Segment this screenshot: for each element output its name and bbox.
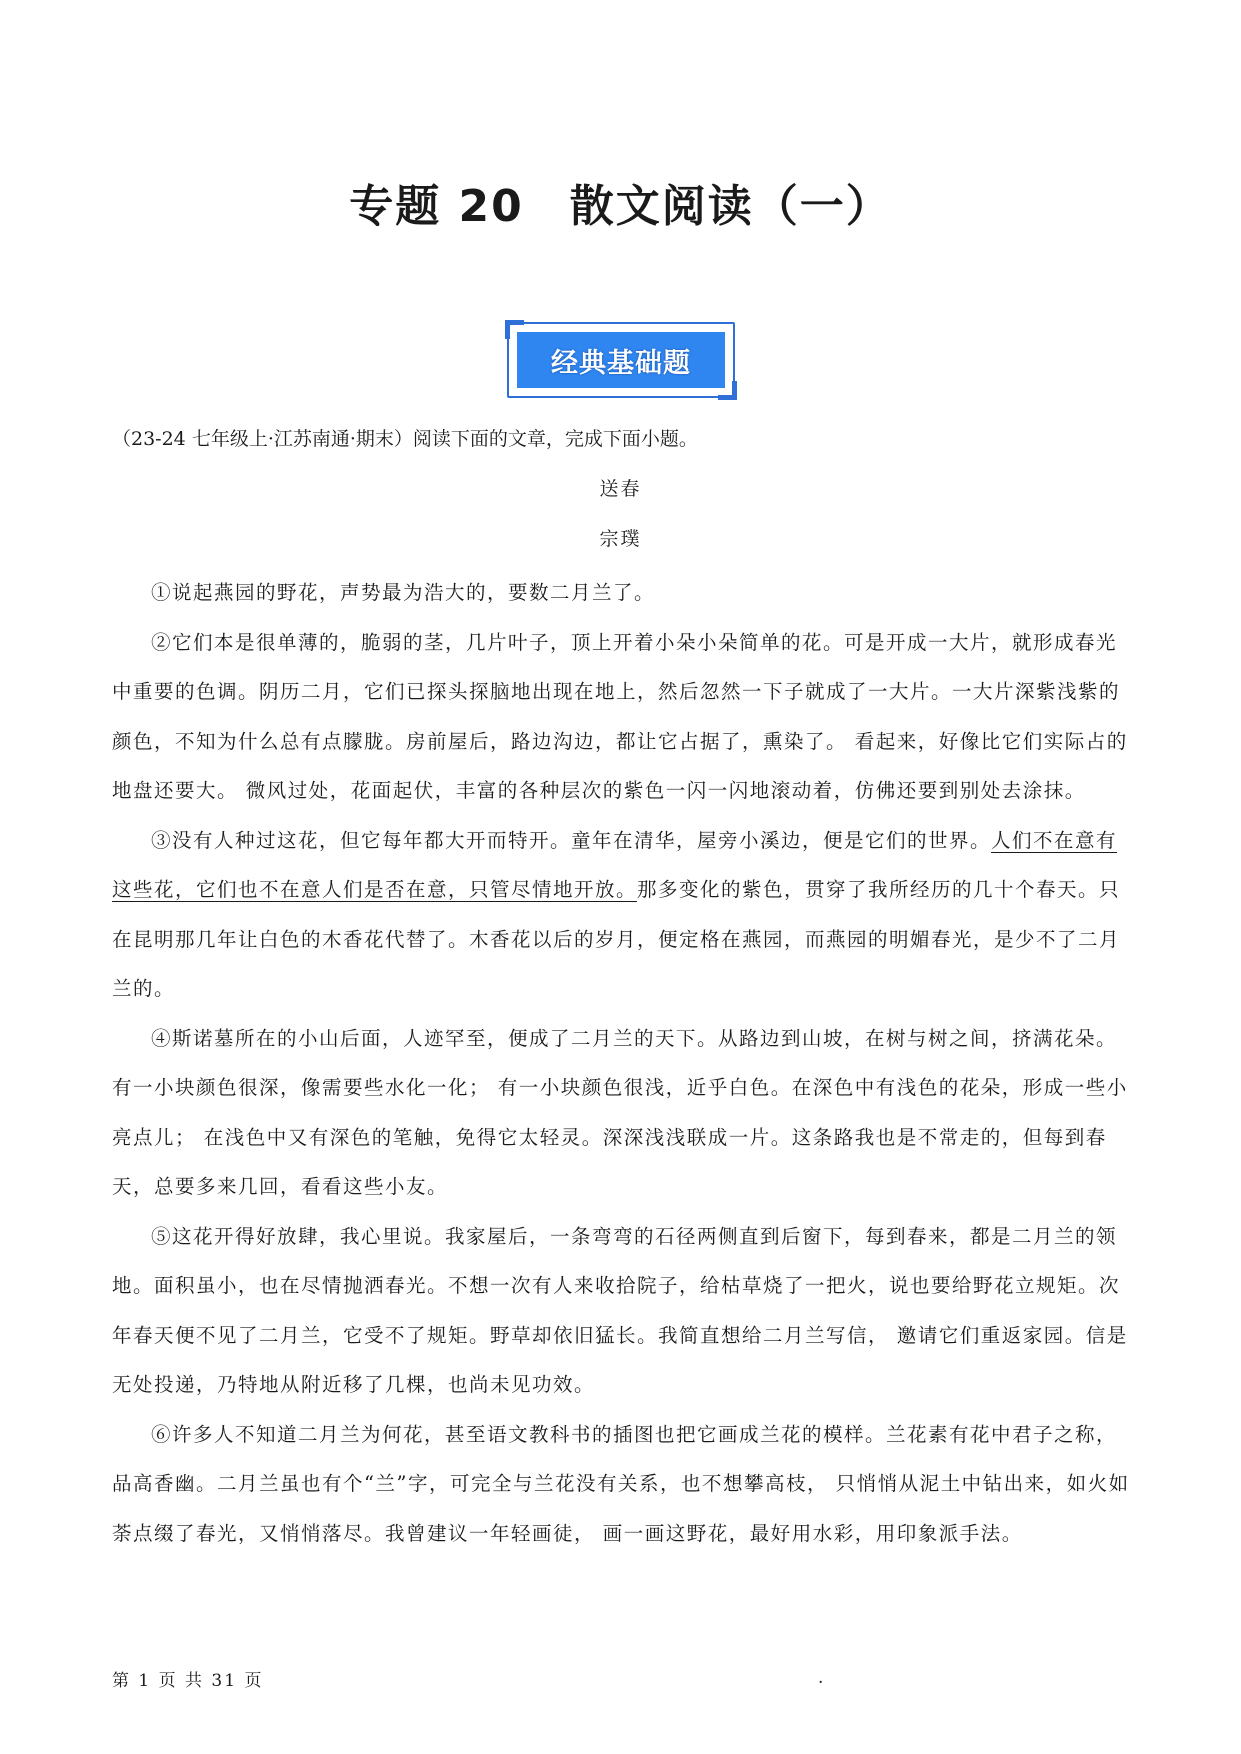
paragraph-2: ②它们本是很单薄的，脆弱的茎，几片叶子，顶上开着小朵小朵简单的花。可是开成一大片，就形成春光中重要的色调。阴历二月，它们已探头探脑地出现在地上，然后忽然一下子就成了一大片。一大片深紫浅紫的颜色，不知为什么总有点朦胧。房前屋后，路边沟边，都让它占据了，熏染了。 看起来，好像比它们实际占的地盘还要大。 微风过处，花面起伏，丰富的各种层次的紫色一闪一闪地滚动着，仿佛还要到别处去涂抹。	[112, 630, 1128, 802]
footer-dot: .	[818, 1668, 824, 1688]
paragraph-3-text: 那多变化的紫色，贯穿了我所经历的几十个春天。只在昆明那几年让白色的木香花代替了。木香花以后的岁月，便定格在燕园，而燕园的明媚春光，是少不了二月兰的。	[112, 878, 1121, 1000]
paragraph-5: ⑤这花开得好放肆，我心里说。我家屋后，一条弯弯的石径两侧直到后窗下，每到春来，都是二月兰的领地。面积虽小，也在尽情抛洒春光。不想一次有人来收拾院子，给枯草烧了一把火，说也要给野花立规矩。次年春天便不见了二月兰，它受不了规矩。野草却依旧猛长。我简直想给二月兰写信， 邀请它们重返家园。信是无处投递，乃特地从附近移了几棵，也尚未见功效。	[112, 1224, 1128, 1396]
article-author: 宗璞	[599, 528, 642, 550]
question-source: （23-24 七年级上·江苏南通·期末）阅读下面的文章，完成下面小题。	[112, 428, 698, 450]
article-body	[112, 568, 1130, 1558]
page-title: 专题 20 散文阅读（一）	[349, 181, 892, 232]
paragraph-6: ⑥许多人不知道二月兰为何花，甚至语文教科书的插图也把它画成兰花的模样。兰花素有花中君子之称，品高香幽。二月兰虽也有个“兰”字，可完全与兰花没有关系，也不想攀高枝， 只悄悄从泥土中钻出来，如火如荼点缀了春光，又悄悄落尽。我曾建议一年轻画徒， 画一画这野花，最好用水彩，用印象派手法。	[112, 1422, 1130, 1545]
article-title: 送春	[599, 478, 642, 500]
badge-label: 经典基础题	[551, 347, 691, 379]
page-number: 第 1 页 共 31 页	[112, 1671, 264, 1691]
badge-fill	[517, 332, 725, 388]
paragraph-3-text: ③没有人种过这花，但它每年都大开而特开。童年在清华，屋旁小溪边，便是它们的世界。	[151, 828, 992, 852]
paragraph-3	[112, 816, 1130, 1014]
paragraph-4: ④斯诺墓所在的小山后面，人迹罕至，便成了二月兰的天下。从路边到山坡，在树与树之间，挤满花朵。 有一小块颜色很深，像需要些水化一化； 有一小块颜色很浅，近乎白色。在深色中有浅色的花朵，形成一些小亮点儿； 在浅色中又有深色的笔触，免得它太轻灵。深深浅浅联成一片。这条路我也是不常走的，但每到春天，总要多来几回，看看这些小友。	[112, 1026, 1128, 1198]
paragraph-1: ①说起燕园的野花，声势最为浩大的，要数二月兰了。	[151, 581, 656, 604]
underlined-sentence: 人们不在意有这些花，它们也不在意人们是否在意，只管尽情地开放。	[112, 828, 1118, 901]
section-badge	[507, 322, 735, 398]
